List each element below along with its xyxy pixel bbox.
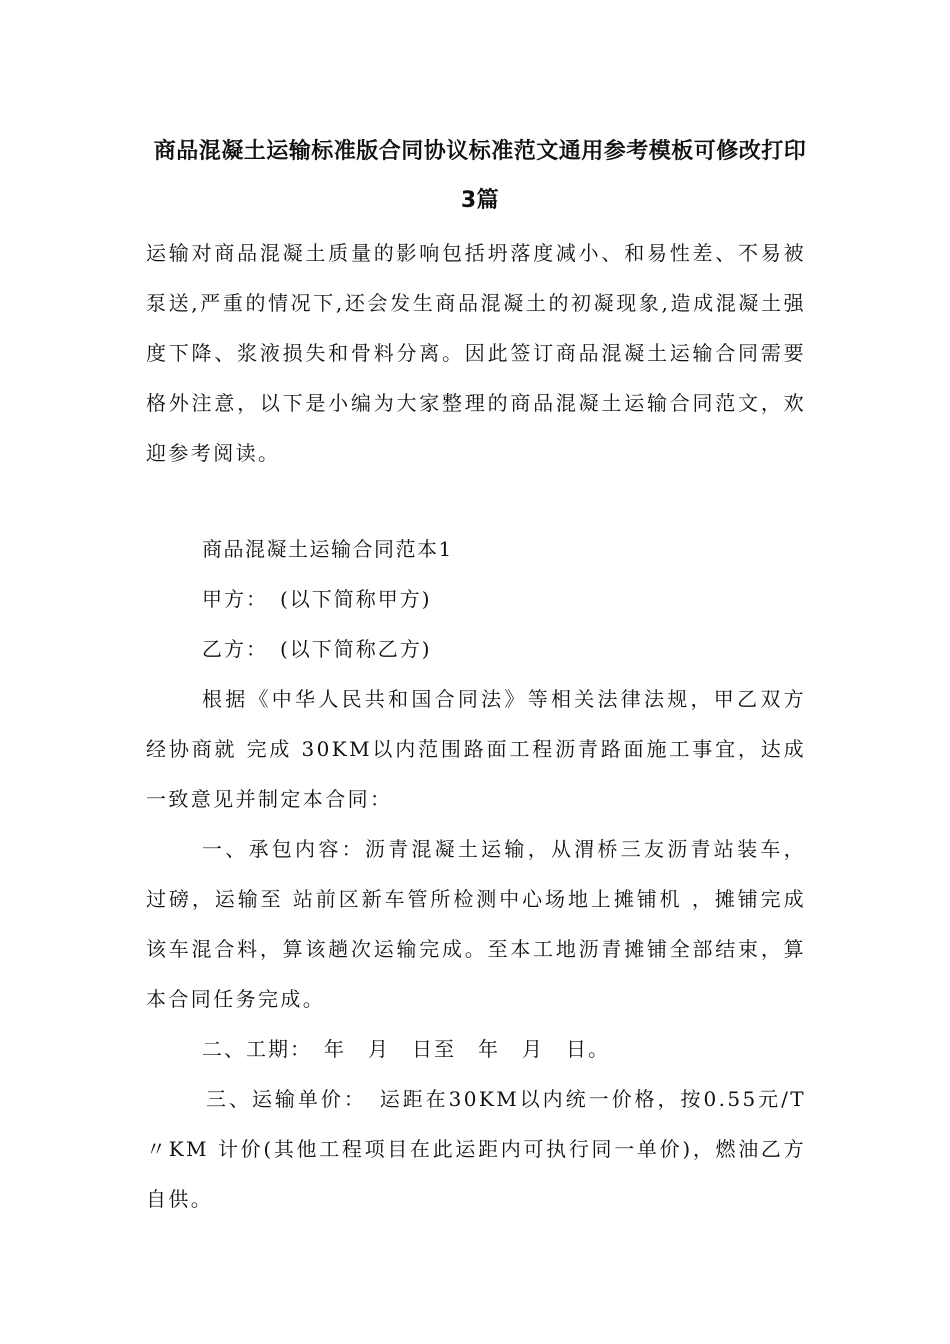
document-title-line1: 商品混凝土运输标准版合同协议标准范文通用参考模板可修改打印 [153, 139, 807, 164]
intro-paragraph: 运输对商品混凝土质量的影响包括坍落度减小、和易性差、不易被泵送,严重的情况下,还会发生商品混凝土的初凝现象,造成混凝土强度下降、浆液损失和骨料分离。因此签订商品混凝土运输合同需要格外注意，以下是小编为大家整理的商品混凝土运输合同范文，欢迎参考阅读。 [146, 241, 806, 465]
party-a-line: 甲方： (以下简称甲方) [202, 587, 432, 611]
document-title-line2: 3篇 [460, 188, 500, 213]
basis-paragraph: 根据《中华人民共和国合同法》等相关法律法规，甲乙双方经协商就 完成 30KM以内范围路面工程沥青路面施工事宜，达成一致意见并制定本合同： [146, 687, 806, 811]
contract-heading: 商品混凝土运输合同范本1 [202, 537, 453, 561]
party-b-line: 乙方： (以下简称乙方) [202, 637, 432, 661]
clause-1-scope: 一、承包内容：沥青混凝土运输，从渭桥三友沥青站装车，过磅，运输至 站前区新车管所检测中心场地上摊铺机 ，摊铺完成该车混合料，算该趟次运输完成。至本工地沥青摊铺全部结束，算本合同任务完成。 [146, 837, 806, 1011]
clause-3-price: 三、运输单价： 运距在30KM以内统一价格，按0.55元/T〃KM 计价(其他工程项目在此运距内可执行同一单价)，燃油乙方自供。 [146, 1087, 806, 1211]
clause-2-period: 二、工期： 年 月 日至 年 月 日。 [202, 1037, 610, 1061]
